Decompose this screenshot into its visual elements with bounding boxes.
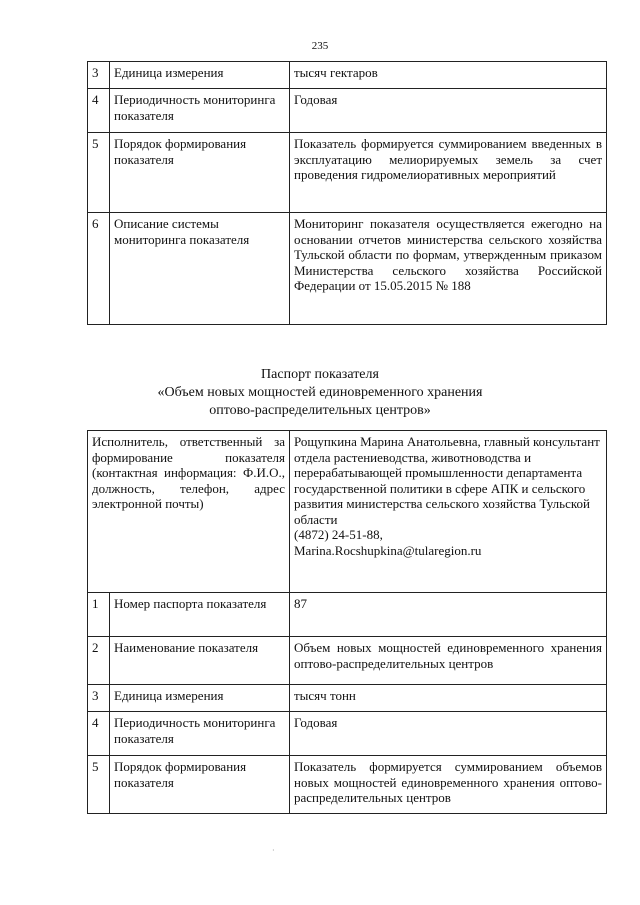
row-number: 4 xyxy=(88,712,110,756)
row-value: Показатель формируется суммированием объемов новых мощностей единовременного хранения оптово-распределительных центров xyxy=(290,756,607,814)
table-row-responsible xyxy=(88,431,607,593)
row-value: Объем новых мощностей единовременного хранения оптово-распределительных центров xyxy=(290,637,607,685)
passport-subtitle-line2: оптово-распределительных центров» xyxy=(209,403,431,418)
responsible-label: Исполнитель, ответственный за формирование показателя (контактная информация: Ф.И.О., должность, телефон, адрес электронной почты) xyxy=(88,431,290,593)
row-number: 3 xyxy=(88,62,110,89)
row-label: Периодичность мониторинга показателя xyxy=(110,89,290,133)
responsible-person: Рощупкина Марина Анатольевна, главный консультант отдела растениеводства, животноводства и перерабатывающей промышленности департамента государственной политики в сфере АПК и сельского развития министерства сельского хозяйства Тульской области xyxy=(294,434,600,527)
row-value: Мониторинг показателя осуществляется ежегодно на основании отчетов министерства сельского хозяйства Тульской области по формам, утвержденным приказом Министерства сельского хозяйства Российской Федерации от 15.05.2015 № 188 xyxy=(290,213,607,325)
table-row xyxy=(88,213,607,325)
row-number: 4 xyxy=(88,89,110,133)
scan-speck: · xyxy=(272,846,275,855)
row-label: Единица измерения xyxy=(110,685,290,712)
responsible-phone: (4872) 24-51-88, xyxy=(294,527,383,542)
table-row xyxy=(88,89,607,133)
responsible-value xyxy=(290,431,607,593)
row-label: Номер паспорта показателя xyxy=(110,593,290,637)
row-value: Годовая xyxy=(290,89,607,133)
row-number: 3 xyxy=(88,685,110,712)
row-label: Описание системы мониторинга показателя xyxy=(110,213,290,325)
row-number: 5 xyxy=(88,133,110,213)
row-number: 6 xyxy=(88,213,110,325)
row-number: 2 xyxy=(88,637,110,685)
passport-title: Паспорт показателя xyxy=(261,367,379,382)
table-row xyxy=(88,685,607,712)
passport-heading xyxy=(0,366,640,420)
row-value: Годовая xyxy=(290,712,607,756)
row-value: тысяч гектаров xyxy=(290,62,607,89)
table-row xyxy=(88,593,607,637)
row-value: Показатель формируется суммированием введенных в эксплуатацию мелиорируемых земель за счет проведения гидромелиоративных мероприятий xyxy=(290,133,607,213)
table-row xyxy=(88,637,607,685)
row-number: 5 xyxy=(88,756,110,814)
table-row xyxy=(88,756,607,814)
row-label: Единица измерения xyxy=(110,62,290,89)
row-label: Наименование показателя xyxy=(110,637,290,685)
row-label: Порядок формирования показателя xyxy=(110,133,290,213)
row-label: Периодичность мониторинга показателя xyxy=(110,712,290,756)
row-number: 1 xyxy=(88,593,110,637)
responsible-email: Marina.Rocshupkina@tularegion.ru xyxy=(294,542,482,558)
table-row xyxy=(88,712,607,756)
row-value: тысяч тонн xyxy=(290,685,607,712)
row-label: Порядок формирования показателя xyxy=(110,756,290,814)
table-row xyxy=(88,62,607,89)
table-row xyxy=(88,133,607,213)
page-number: 235 xyxy=(311,40,329,52)
row-value: 87 xyxy=(290,593,607,637)
passport-subtitle-line1: «Объем новых мощностей единовременного хранения xyxy=(157,385,483,400)
indicator-passport-table xyxy=(87,430,607,814)
indicator-table-continued xyxy=(87,61,607,325)
